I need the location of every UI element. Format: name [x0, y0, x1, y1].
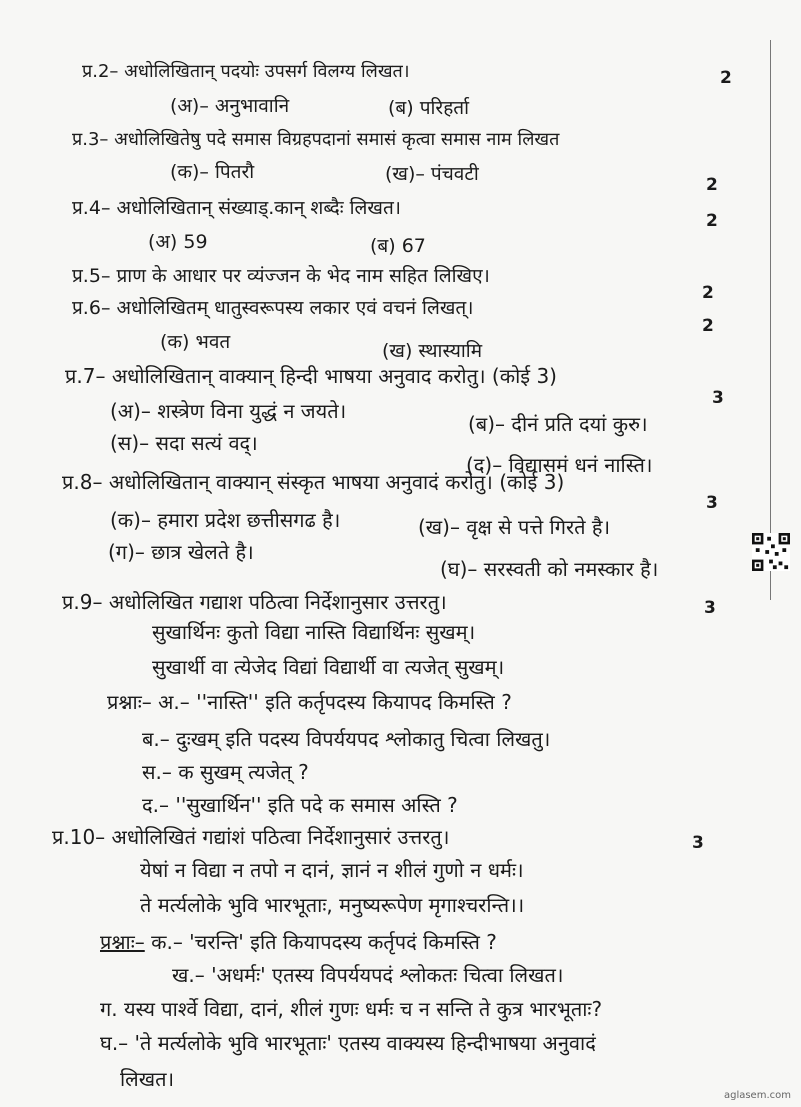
- q3-marks: 2: [706, 175, 718, 195]
- watermark: aglasem.com: [723, 1090, 791, 1101]
- q6-option-a: (क) भवत: [160, 331, 231, 353]
- q6-option-b: (ख) स्थास्यामि: [382, 340, 483, 362]
- q4-option-a: (अ) 59: [148, 231, 208, 253]
- q9-passage-line1: सुखार्थिनः कुतो विद्या नास्ति विद्यार्थिनः सुखम्।: [152, 620, 476, 644]
- q10-question-d-cont: लिखत।: [120, 1067, 175, 1091]
- q2-text: प्र.2– अधोलिखितान् पदयोः उपसर्ग विलग्य लिखत।: [82, 61, 410, 82]
- q8-option-a: (क)– हमारा प्रदेश छत्तीसगढ है।: [110, 508, 341, 532]
- qr-code-icon: [752, 533, 790, 571]
- q7-marks: 3: [712, 388, 724, 408]
- q3-text: प्र.3– अधोलिखितेषु पदे समास विग्रहपदानां समासं कृत्वा समास नाम लिखत: [72, 129, 560, 150]
- q10-prashna-label: प्रश्नाः–: [100, 930, 145, 954]
- q9-marks: 3: [704, 598, 716, 618]
- q10-question-a-text: क.– 'चरन्ति' इति कियापदस्य कर्तृपदं किमस्ति ?: [144, 930, 497, 954]
- q9-question-a: प्रश्नाः– अ.– ''नास्ति'' इति कर्तृपदस्य कियापद किमस्ति ?: [107, 690, 512, 714]
- q7-option-a: (अ)– शस्त्रेण विना युद्धं न जयते।: [110, 399, 347, 423]
- q3-option-a: (क)– पितरौ: [170, 161, 255, 183]
- q10-question-c: ग. यस्य पार्श्वे विद्या, दानं, शीलं गुणः धर्मः च न सन्ति ते कुत्र भारभूताः?: [100, 997, 603, 1021]
- q2-marks: 2: [720, 68, 732, 88]
- q10-marks: 3: [692, 833, 704, 853]
- q10-text: प्र.10– अधोलिखितं गद्यांशं पठित्वा निर्देशानुसारं उत्तरतु।: [52, 825, 450, 849]
- q9-question-d: द.– ''सुखार्थिन'' इति पदे क समास अस्ति ?: [142, 793, 458, 817]
- q2-option-a: (अ)– अनुभावानि: [170, 95, 290, 117]
- q8-marks: 3: [706, 493, 718, 513]
- margin-rule: [770, 40, 771, 600]
- q4-text: प्र.4– अधोलिखितान् संख्याड्.कान् शब्दैः लिखत।: [72, 197, 401, 219]
- q10-question-b: ख.– 'अधर्मः' एतस्य विपर्ययपदं श्लोकतः चित्वा लिखत।: [172, 963, 564, 987]
- q4-option-b: (ब) 67: [370, 235, 426, 257]
- q8-text: प्र.8– अधोलिखितान् वाक्यान् संस्कृत भाषया अनुवादं करोतु। (कोई 3): [62, 470, 565, 494]
- q8-option-c: (ग)– छात्र खेलते है।: [108, 540, 254, 564]
- q9-question-c: स.– क सुखम् त्यजेत् ?: [142, 760, 309, 784]
- q7-text: प्र.7– अधोलिखितान् वाक्यान् हिन्दी भाषया अनुवाद करोतु। (कोई 3): [65, 364, 557, 388]
- q8-option-b: (ख)– वृक्ष से पत्ते गिरते है।: [418, 515, 611, 539]
- q10-question-a: [100, 930, 497, 954]
- q2-option-b: (ब) परिहर्ता: [388, 97, 470, 119]
- q4-marks: 2: [706, 211, 718, 231]
- q10-passage-line2: ते मर्त्यलोके भुवि भारभूताः, मनुष्यरूपेण मृगाश्चरन्ति।।: [140, 893, 525, 917]
- q8-option-d: (घ)– सरस्वती को नमस्कार है।: [440, 557, 659, 581]
- q10-passage-line1: येषां न विद्या न तपो न दानं, ज्ञानं न शीलं गुणो न धर्मः।: [140, 858, 524, 882]
- q9-text: प्र.9– अधोलिखित गद्याश पठित्वा निर्देशानुसार उत्तरतु।: [62, 590, 447, 614]
- q6-text: प्र.6– अधोलिखितम् धातुस्वरूपस्य लकार एवं वचनं लिखत्।: [72, 297, 474, 319]
- q7-option-d: (द)– विद्यासमं धनं नास्ति।: [466, 453, 653, 477]
- q5-marks: 2: [702, 283, 714, 303]
- q7-option-c: (स)– सदा सत्यं वद्।: [110, 431, 258, 455]
- q6-marks: 2: [702, 316, 714, 336]
- q3-option-b: (ख)– पंचवटी: [385, 163, 479, 185]
- q10-question-d: घ.– 'ते मर्त्यलोके भुवि भारभूताः' एतस्य वाक्यस्य हिन्दीभाषया अनुवादं: [100, 1031, 596, 1055]
- q5-text: प्र.5– प्राण के आधार पर व्यंज्जन के भेद नाम सहित लिखिए।: [72, 265, 490, 287]
- q9-question-b: ब.– दुःखम् इति पदस्य विपर्ययपद श्लोकातु चित्वा लिखतु।: [142, 727, 551, 751]
- q9-passage-line2: सुखार्थी वा त्येजेद विद्यां विद्यार्थी वा त्यजेत् सुखम्।: [152, 655, 505, 679]
- q7-option-b: (ब)– दीनं प्रति दयां कुरु।: [468, 412, 648, 436]
